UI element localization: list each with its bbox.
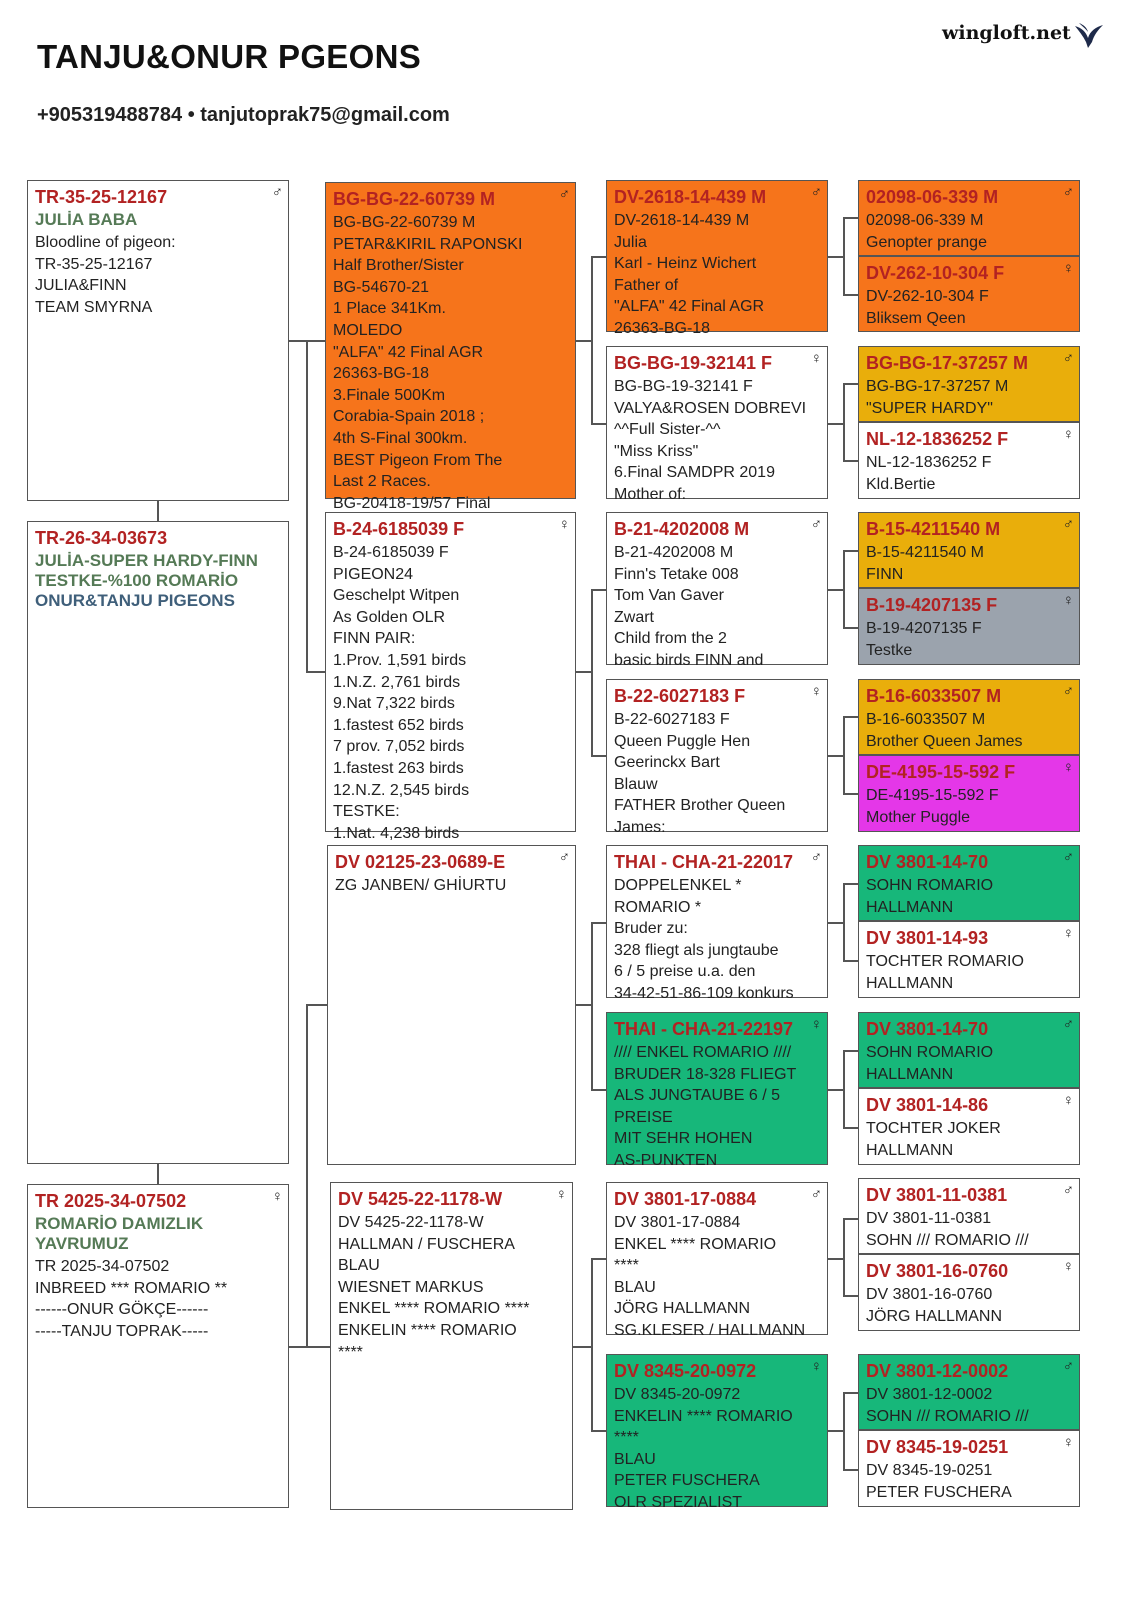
pigeon-info: B-21-4202008 M Finn's Tetake 008 Tom Van Gaver Zwart Child from the 2 basic birds FINN and: [614, 544, 764, 669]
pigeon-info: DV 5425-22-1178-W HALLMAN / FUSCHERA BLAU WIESNET MARKUS ENKEL **** ROMARIO **** ENKELIN **** ROMARIO ****: [338, 1214, 530, 1361]
ring-number: BG-BG-22-60739 M: [333, 189, 496, 209]
ring-number: DV 8345-19-0251: [866, 1437, 1009, 1457]
pedigree-card-dsd[interactable]: [606, 1012, 828, 1169]
male-icon: ♂: [810, 184, 822, 201]
pigeon-name: JULİA-SUPER HARDY-FINN TESTKE-%100 ROMARİO: [35, 551, 258, 590]
pedigree-card-sire[interactable]: [27, 180, 289, 501]
pedigree-card-sss[interactable]: [606, 180, 828, 337]
pigeon-info: TR 2025-34-07502 INBREED *** ROMARIO ** ------ONUR GÖKÇE------ -----TANJU TOPRAK-----: [35, 1258, 228, 1340]
female-icon: ♀: [1062, 426, 1074, 443]
ring-number: DV 3801-14-93: [866, 928, 989, 948]
ring-number: 02098-06-339 M: [866, 187, 999, 207]
female-icon: ♀: [1062, 592, 1074, 609]
male-icon: ♂: [1062, 849, 1074, 866]
male-icon: ♂: [1062, 516, 1074, 533]
contact-line: +905319488784 • tanjutoprak75@gmail.com: [37, 104, 450, 126]
female-icon: ♀: [1062, 1092, 1074, 1109]
pedigree-card-dssd[interactable]: [858, 921, 1080, 998]
male-icon: ♂: [271, 184, 283, 201]
ring-number: BG-BG-17-37257 M: [866, 353, 1029, 373]
pedigree-card-ddds[interactable]: [858, 1354, 1080, 1430]
pigeon-info: B-22-6027183 F Queen Puggle Hen Geerinckx Bart Blauw FATHER Brother Queen James:: [614, 711, 786, 836]
ring-number: DV 3801-11-0381: [866, 1185, 1008, 1205]
pigeon-info: Bloodline of pigeon: TR-35-25-12167 JULIA&FINN TEAM SMYRNA: [35, 234, 176, 316]
pedigree-card-ss[interactable]: [325, 182, 576, 512]
pigeon-info: B-16-6033507 M Brother Queen James: [866, 711, 1023, 750]
female-icon: ♀: [1062, 260, 1074, 277]
page-title: TANJU&ONUR PGEONS: [37, 38, 422, 75]
pigeon-info: DV 3801-12-0002 SOHN /// ROMARIO ///: [866, 1386, 1029, 1425]
male-icon: ♂: [558, 849, 570, 866]
pigeon-info: DV 8345-19-0251 PETER FUSCHERA: [866, 1462, 1012, 1501]
pedigree-card-dsds[interactable]: [858, 1012, 1080, 1088]
ring-number: B-24-6185039 F: [333, 519, 465, 539]
pigeon-info: DV-2618-14-439 M Julia Karl - Heinz Wichert Father of "ALFA" 42 Final AGR 26363-BG-18: [614, 212, 765, 337]
pigeon-info: B-19-4207135 F Testke: [866, 620, 982, 659]
pedigree-card-dds[interactable]: [606, 1182, 828, 1339]
pedigree-card-sdd[interactable]: [606, 679, 828, 836]
ring-number: DV 3801-12-0002: [866, 1361, 1009, 1381]
male-icon: ♂: [1062, 1182, 1074, 1199]
pigeon-info: NL-12-1836252 F Kld.Bertie: [866, 454, 992, 493]
ring-number: B-15-4211540 M: [866, 519, 1001, 539]
ring-number: B-19-4207135 F: [866, 595, 998, 615]
pigeon-info: B-15-4211540 M FINN: [866, 544, 984, 583]
female-icon: ♀: [810, 1358, 822, 1375]
male-icon: ♂: [810, 1186, 822, 1203]
pedigree-card-dsss[interactable]: [858, 845, 1080, 921]
pedigree-card-ssdd[interactable]: [858, 422, 1080, 499]
ring-number: DV 3801-16-0760: [866, 1261, 1009, 1281]
ring-number: DV 3801-14-86: [866, 1095, 989, 1115]
ring-number: TR-26-34-03673: [35, 528, 168, 548]
female-icon: ♀: [1062, 1434, 1074, 1451]
pedigree-card-ssds[interactable]: [858, 346, 1080, 422]
owner-name: ONUR&TANJU PIGEONS: [35, 591, 235, 610]
male-icon: ♂: [1062, 350, 1074, 367]
female-icon: ♀: [810, 683, 822, 700]
pedigree-card-sssd[interactable]: [858, 256, 1080, 332]
pigeon-info: DV-262-10-304 F Bliksem Qeen: [866, 288, 989, 327]
pedigree-card-ddss[interactable]: [858, 1178, 1080, 1254]
pigeon-info: BG-BG-22-60739 M PETAR&KIRIL RAPONSKI Half Brother/Sister BG-54670-21 1 Place 341Km. MOLEDO "ALFA" 42 Final AGR 26363-BG-18 3.Finale 500Km Corabia-Spain 2018 ; 4th S-Final 300km. BEST Pigeon From The Last 2 Races. BG-20418-19/57 Final: [333, 214, 523, 512]
male-icon: ♂: [1062, 1016, 1074, 1033]
pigeon-info: TOCHTER ROMARIO HALLMANN: [866, 953, 1024, 992]
pigeon-info: SOHN ROMARIO HALLMANN: [866, 1044, 994, 1083]
pigeon-info: BG-BG-19-32141 F VALYA&ROSEN DOBREVI ^^Full Sister-^^ "Miss Kriss" 6.Final SAMDPR 2019 Mother of:: [614, 378, 807, 503]
female-icon: ♀: [1062, 925, 1074, 942]
pedigree-card-sdss[interactable]: [858, 512, 1080, 588]
male-icon: ♂: [558, 186, 570, 203]
male-icon: ♂: [1062, 1358, 1074, 1375]
female-icon: ♀: [271, 1188, 283, 1205]
ring-number: TR-35-25-12167: [35, 187, 168, 207]
pedigree-card-sdds[interactable]: [858, 679, 1080, 755]
pigeon-name: JULİA BABA: [35, 210, 138, 229]
ring-number: DE-4195-15-592 F: [866, 762, 1016, 782]
pedigree-card-dddd[interactable]: [858, 1430, 1080, 1507]
ring-number: B-16-6033507 M: [866, 686, 1002, 706]
male-icon: ♂: [1062, 184, 1074, 201]
ring-number: NL-12-1836252 F: [866, 429, 1009, 449]
female-icon: ♀: [810, 350, 822, 367]
pedigree-card-ssd[interactable]: [606, 346, 828, 503]
female-icon: ♀: [558, 516, 570, 533]
ring-number: B-22-6027183 F: [614, 686, 746, 706]
pigeon-info: DV 8345-20-0972 ENKELIN **** ROMARIO **** BLAU PETER FUSCHERA OLR SPEZIALIST: [614, 1386, 793, 1511]
pigeon-info: //// ENKEL ROMARIO //// BRUDER 18-328 FLIEGT ALS JUNGTAUBE 6 / 5 PREISE MIT SEHR HOHEN AS-PUNKTEN: [614, 1044, 797, 1169]
ring-number: THAI - CHA-21-22017: [614, 852, 794, 872]
pedigree-card-sd[interactable]: [325, 512, 576, 842]
ring-number: B-21-4202008 M: [614, 519, 750, 539]
pigeon-info: 02098-06-339 M Genopter prange: [866, 212, 987, 251]
pedigree-card-dam[interactable]: [27, 1184, 289, 1508]
ring-number: THAI - CHA-21-22197: [614, 1019, 794, 1039]
ring-number: DV 3801-14-70: [866, 852, 989, 872]
pedigree-card-sds[interactable]: [606, 512, 828, 669]
pigeon-info: DV 3801-17-0884 ENKEL **** ROMARIO **** BLAU JÖRG HALLMANN SG.KLESER / HALLMANN: [614, 1214, 806, 1339]
pedigree-card-ddsd[interactable]: [858, 1254, 1080, 1331]
male-icon: ♂: [1062, 683, 1074, 700]
ring-number: BG-BG-19-32141 F: [614, 353, 773, 373]
pedigree-card-sdsd[interactable]: [858, 588, 1080, 665]
pigeon-info: B-24-6185039 F PIGEON24 Geschelpt Witpen As Golden OLR FINN PAIR: 1.Prov. 1,591 birds 1.N.Z. 2,761 birds 9.Nat 7,322 birds 1.fastest 652 birds 7 prov. 7,052 birds 1.fastest 263 birds 12.N.Z. 2,545 birds TESTKE: 1.Nat. 4,238 birds: [333, 544, 470, 842]
pedigree-card-ssss[interactable]: [858, 180, 1080, 256]
pigeon-info: DV 3801-11-0381 SOHN /// ROMARIO ///: [866, 1210, 1029, 1249]
pedigree-card-dsdd[interactable]: [858, 1088, 1080, 1165]
pedigree-card-sddd[interactable]: [858, 755, 1080, 832]
pigeon-info: TOCHTER JOKER HALLMANN: [866, 1120, 1001, 1159]
male-icon: ♂: [810, 516, 822, 533]
pedigree-card-dd[interactable]: [330, 1182, 573, 1510]
ring-number: DV 3801-17-0884: [614, 1189, 757, 1209]
pedigree-card-dss[interactable]: [606, 845, 828, 1002]
pedigree-card-ds[interactable]: [327, 845, 576, 1165]
ring-number: TR 2025-34-07502: [35, 1191, 187, 1211]
ring-number: DV-262-10-304 F: [866, 263, 1005, 283]
pigeon-info: SOHN ROMARIO HALLMANN: [866, 877, 994, 916]
female-icon: ♀: [1062, 759, 1074, 776]
pigeon-info: DOPPELENKEL * ROMARIO * Bruder zu: 328 fliegt als jungtaube 6 / 5 preise u.a. den 34-42-51-86-109 konkurs: [614, 877, 794, 1002]
pigeon-name: ROMARİO DAMIZLIK YAVRUMUZ: [35, 1214, 204, 1253]
female-icon: ♀: [810, 1016, 822, 1033]
pedigree-card-subject[interactable]: [27, 521, 289, 1164]
ring-number: DV 02125-23-0689-E: [335, 852, 506, 872]
female-icon: ♀: [1062, 1258, 1074, 1275]
bird-logo-icon: [1072, 18, 1106, 52]
female-icon: ♀: [555, 1186, 567, 1203]
ring-number: DV-2618-14-439 M: [614, 187, 767, 207]
pigeon-info: ZG JANBEN/ GHİURTU: [335, 877, 507, 894]
brand-name[interactable]: wingloft.net: [942, 22, 1071, 44]
male-icon: ♂: [810, 849, 822, 866]
pedigree-card-ddd[interactable]: [606, 1354, 828, 1511]
ring-number: DV 5425-22-1178-W: [338, 1189, 503, 1209]
pigeon-info: DV 3801-16-0760 JÖRG HALLMANN: [866, 1286, 1003, 1325]
pigeon-info: DE-4195-15-592 F Mother Puggle: [866, 787, 999, 826]
ring-number: DV 8345-20-0972: [614, 1361, 757, 1381]
ring-number: DV 3801-14-70: [866, 1019, 989, 1039]
pigeon-info: BG-BG-17-37257 M "SUPER HARDY": [866, 378, 1009, 417]
